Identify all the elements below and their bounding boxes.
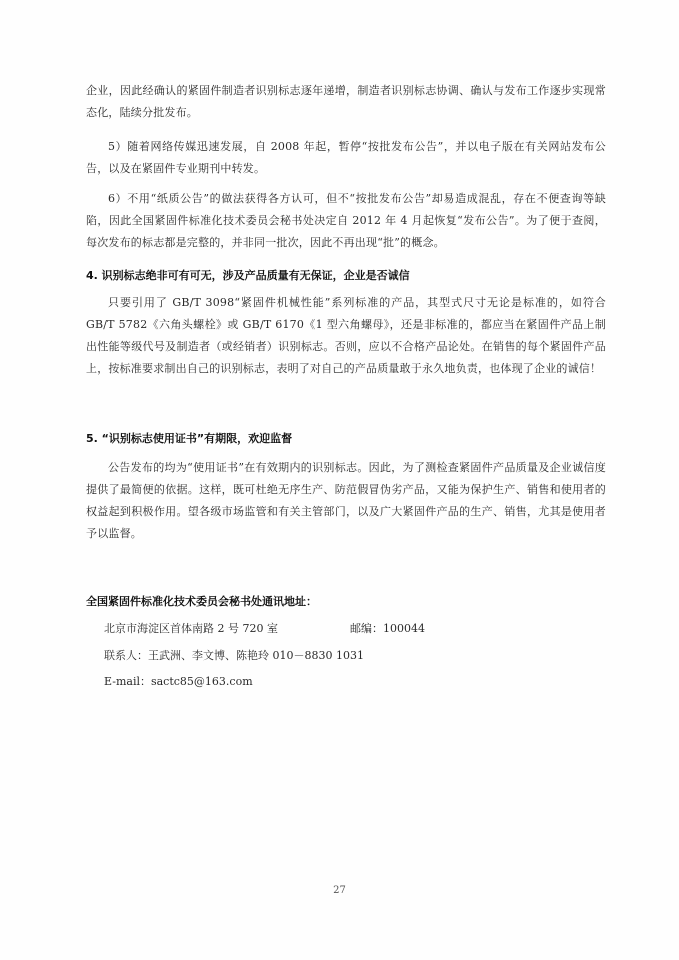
contact-postcode: 邮编：100044 [350,622,425,635]
paragraph-item-5: 5）随着网络传媒迅速发展，自 2008 年起，暂停“按批发布公告”，并以电子版在有关网站发布公告，以及在紧固件专业期刊中转发。 [86,140,606,175]
section-heading-4: 4. 识别标志绝非可有可无，涉及产品质量有无保证，企业是否诚信 [86,269,410,282]
contact-email: E-mail：sactc85@163.com [104,675,253,688]
page-number: 27 [333,885,346,896]
contact-heading: 全国紧固件标准化技术委员会秘书处通讯地址： [86,595,317,608]
paragraph-section-5: 公告发布的均为“使用证书”在有效期内的识别标志。因此，为了测检查紧固件产品质量及企业诚信度提供了最简便的依据。这样，既可杜绝无序生产、防范假冒伪劣产品，又能为保护生产、销售和使用者的权益起到积极作用。望各级市场监管和有关主管部门，以及广大紧固件产品的生产、销售，尤其是使用者予以监督。 [86,461,606,540]
paragraph-continued: 企业，因此经确认的紧固件制造者识别标志逐年递增，制造者识别标志协调、确认与发布工作逐步实现常态化，陆续分批发布。 [86,84,606,119]
paragraph-item-6: 6）不用“纸质公告”的做法获得各方认可，但不“按批发布公告”却易造成混乱，存在不便查询等缺陷，因此全国紧固件标准化技术委员会秘书处决定自 2012 年 4 月起恢复“发布公告”。为了便于查阅，每次发布的标志都是完整的，并非同一批次，因此不再出现“批”的概念。 [86,192,606,249]
contact-persons: 联系人：王武洲、李文博、陈艳玲 010－8830 1031 [104,649,364,662]
contact-address: 北京市海淀区首体南路 2 号 720 室 [104,622,278,635]
section-heading-5: 5. “识别标志使用证书”有期限，欢迎监督 [86,432,293,445]
paragraph-section-4: 只要引用了 GB/T 3098“紧固件机械性能”系列标准的产品，其型式尺寸无论是标准的，如符合 GB/T 5782《六角头螺栓》或 GB/T 6170《1 型六角螺母》，还是非标准的，都应当在紧固件产品上制出性能等级代号及制造者（或经销者）识别标志。否则，应以不合格产品论处。在销售的每个紧固件产品上，按标准要求制出自己的识别标志，表明了对自己的产品质量敢于永久地负责，也体现了企业的诚信！ [86,296,606,375]
